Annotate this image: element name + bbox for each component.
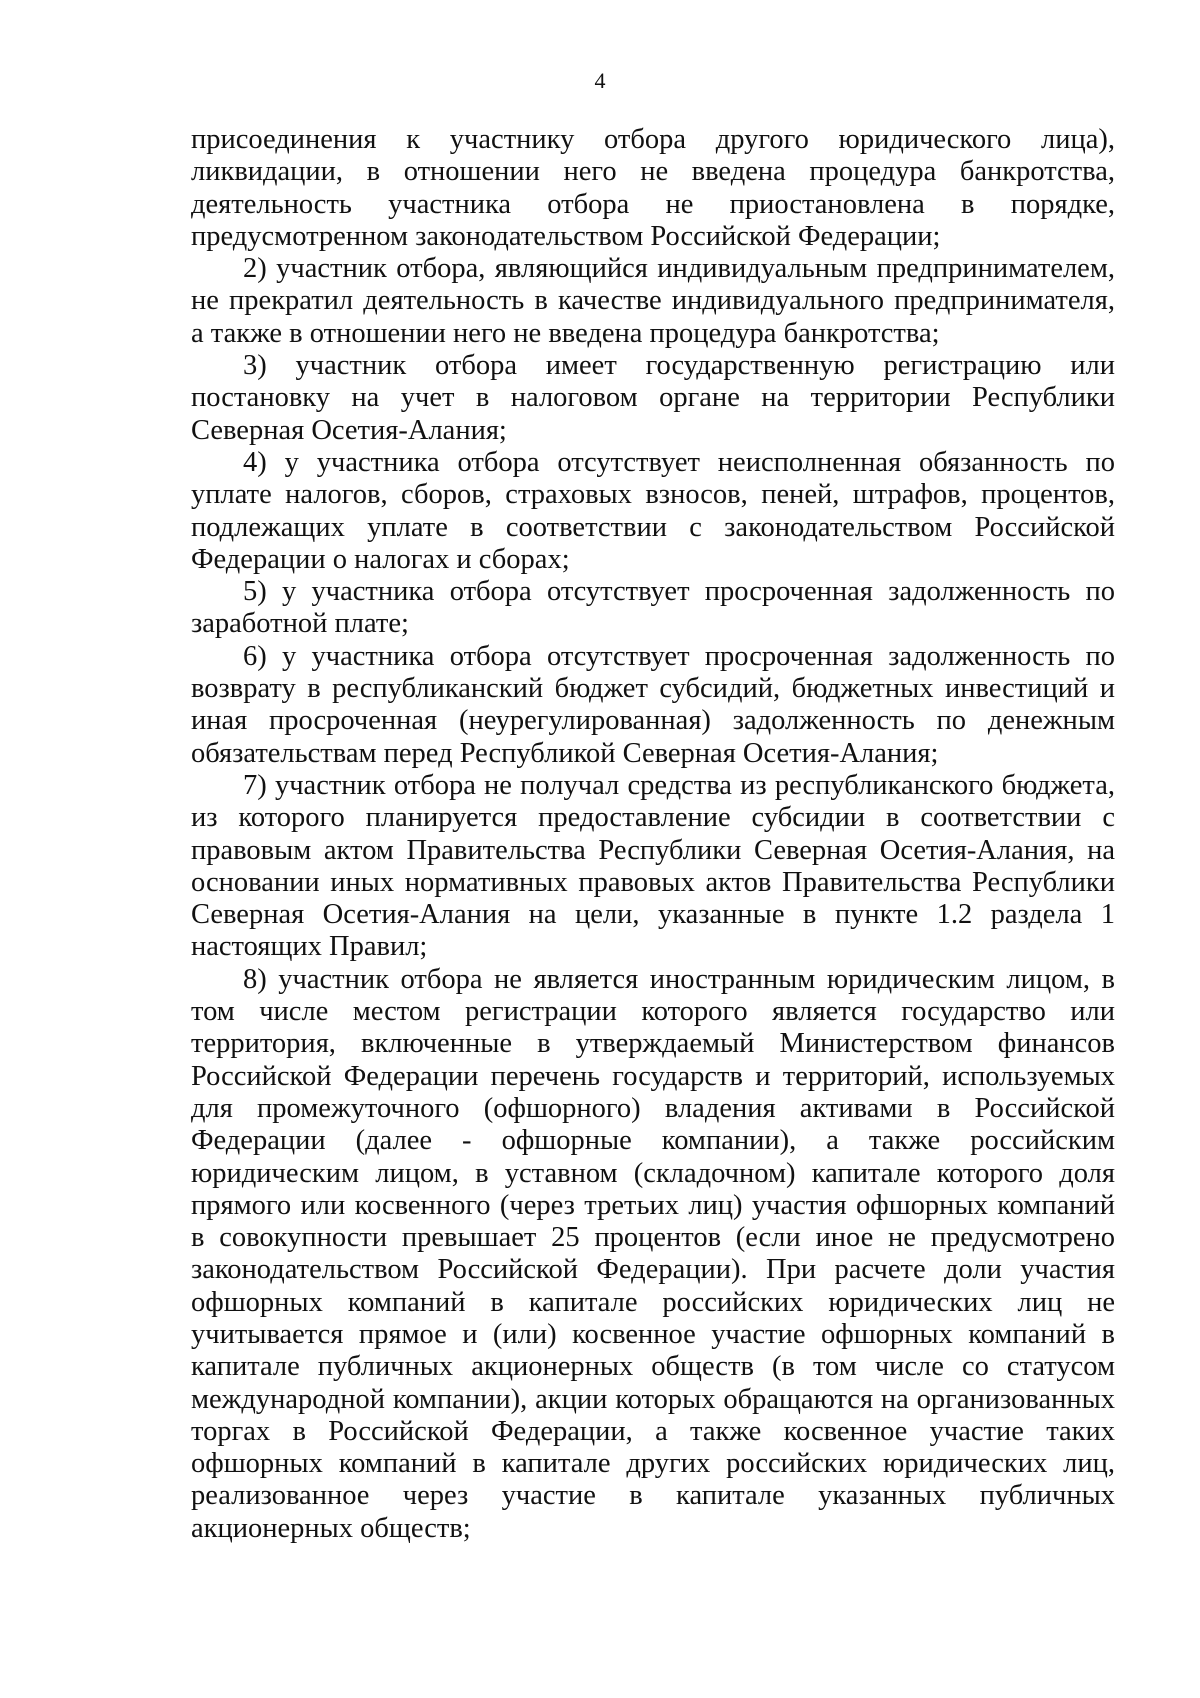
document-body [191,124,1115,1545]
paragraph-item-5: 5) у участника отбора отсутствует просроченная задолженность по заработной плате; [191,576,1115,640]
paragraph-item-3: 3) участник отбора имеет государственную регистрацию или постановку на учет в налоговом органе на территории Республики Северная Осетия-Алания; [191,350,1115,446]
paragraph-item-8: 8) участник отбора не является иностранным юридическим лицом, в том числе местом регистрации которого является государство или территория, включенные в утверждаемый Министерством финансов Российской Федерации перечень государств и территорий, используемых для промежуточного (офшорного) владения активами в Российской Федерации (далее - офшорные компании), а также российским юридическим лицом, в уставном (складочном) капитале которого доля прямого или косвенного (через третьих лиц) участия офшорных компаний в совокупности превышает 25 процентов (если иное не предусмотрено законодательством Российской Федерации). При расчете доли участия офшорных компаний в капитале российских юридических лиц не учитывается прямое и (или) косвенное участие офшорных компаний в капитале публичных акционерных обществ (в том числе со статусом международной компании), акции которых обращаются на организованных торгах в Российской Федерации, а также косвенное участие таких офшорных компаний в капитале других российских юридических лиц, реализованное через участие в капитале указанных публичных акционерных обществ; [191,963,1115,1544]
paragraph-item-6: 6) у участника отбора отсутствует просроченная задолженность по возврату в республиканский бюджет субсидий, бюджетных инвестиций и иная просроченная (неурегулированная) задолженность по денежным обязательствам перед Республикой Северная Осетия-Алания; [191,640,1115,769]
paragraph-item-4: 4) у участника отбора отсутствует неисполненная обязанность по уплате налогов, сборов, страховых взносов, пеней, штрафов, процентов, подлежащих уплате в соответствии с законодательством Российской Федерации о налогах и сборах; [191,446,1115,575]
paragraph-continuation: присоединения к участнику отбора другого юридического лица), ликвидации, в отношении него не введена процедура банкротства, деятельность участника отбора не приостановлена в порядке, предусмотренном законодательством Российской Федерации; [191,124,1115,252]
page-number: 4 [594,68,606,93]
paragraph-item-7: 7) участник отбора не получал средства из республиканского бюджета, из которого планируется предоставление субсидии в соответствии с правовым актом Правительства Республики Северная Осетия-Алания, на основании иных нормативных правовых актов Правительства Республики Северная Осетия-Алания на цели, указанные в пункте 1.2 раздела 1 настоящих Правил; [191,769,1115,963]
paragraph-item-2: 2) участник отбора, являющийся индивидуальным предпринимателем, не прекратил деятельность в качестве индивидуального предпринимателя, а также в отношении него не введена процедура банкротства; [191,253,1115,349]
